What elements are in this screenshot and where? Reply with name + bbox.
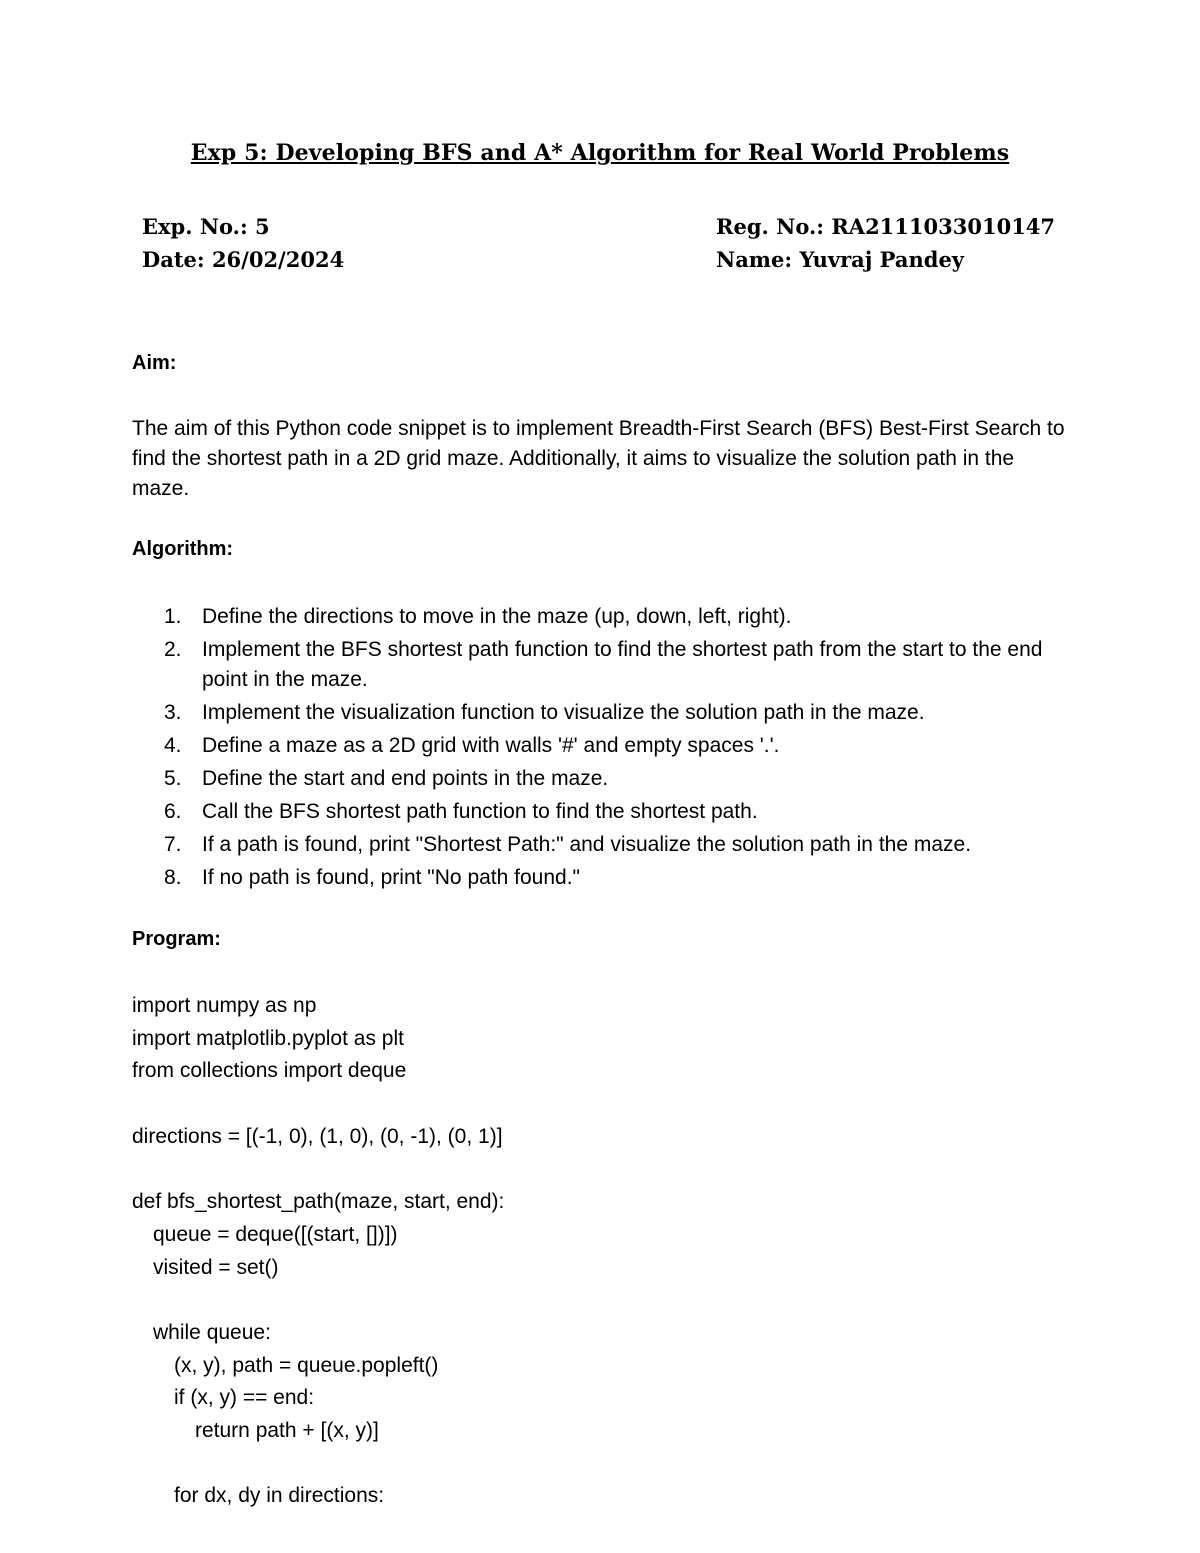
program-code	[132, 990, 1112, 1513]
code-line	[132, 1088, 1112, 1121]
code-line: for dx, dy in directions:	[174, 1484, 385, 1508]
algorithm-step: 7. If a path is found, print "Shortest Path:" and visualize the solution path in the maze.	[164, 833, 972, 856]
algorithm-step: 1. Define the directions to move in the maze (up, down, left, right).	[164, 605, 792, 628]
code-line	[132, 1448, 1112, 1481]
code-line: if (x, y) == end:	[174, 1386, 315, 1410]
code-line: visited = set()	[153, 1255, 279, 1279]
algorithm-step: 6. Call the BFS shortest path function to find the shortest path.	[164, 800, 758, 823]
algorithm-steps	[164, 602, 1064, 896]
algorithm-step: 5. Define the start and end points in the maze.	[164, 767, 609, 790]
aim-text: The aim of this Python code snippet is to implement Breadth-First Search (BFS) Best-First Search to find the shortest path in a 2D grid maze. Additionally, it aims to visualize the solution path in the maze.	[132, 417, 1065, 500]
code-line	[132, 1153, 1112, 1186]
code-line: from collections import deque	[132, 1059, 407, 1083]
exp-number: Exp. No.: 5	[142, 214, 270, 239]
code-line: directions = [(-1, 0), (1, 0), (0, -1), (0, 1)]	[132, 1124, 503, 1148]
code-line: queue = deque([(start, [])])	[153, 1222, 398, 1246]
code-line: return path + [(x, y)]	[195, 1418, 379, 1442]
code-line: def bfs_shortest_path(maze, start, end):	[132, 1190, 505, 1214]
algorithm-step: 4. Define a maze as a 2D grid with walls '#' and empty spaces '.'.	[164, 734, 780, 757]
algorithm-step: 2. Implement the BFS shortest path function to find the shortest path from the start to the end point in the maze.	[164, 638, 1043, 691]
document-title: Exp 5: Developing BFS and A* Algorithm for Real World Problems	[190, 140, 1010, 166]
code-line: while queue:	[153, 1320, 271, 1344]
exp-date: Date: 26/02/2024	[142, 247, 345, 272]
code-line: (x, y), path = queue.popleft()	[174, 1353, 439, 1377]
meta-right	[716, 210, 1055, 276]
registration-number: Reg. No.: RA2111033010147	[716, 214, 1056, 239]
code-line	[132, 1284, 1112, 1317]
code-line: import matplotlib.pyplot as plt	[132, 1026, 404, 1050]
algorithm-step: 8. If no path is found, print "No path found."	[164, 866, 580, 889]
student-name: Name: Yuvraj Pandey	[716, 247, 965, 272]
aim-heading: Aim:	[132, 352, 177, 374]
code-line: import numpy as np	[132, 994, 317, 1017]
meta-left	[142, 210, 344, 276]
algorithm-step: 3. Implement the visualization function to visualize the solution path in the maze.	[164, 701, 925, 724]
program-heading: Program:	[132, 928, 221, 950]
algorithm-heading: Algorithm:	[132, 538, 234, 560]
